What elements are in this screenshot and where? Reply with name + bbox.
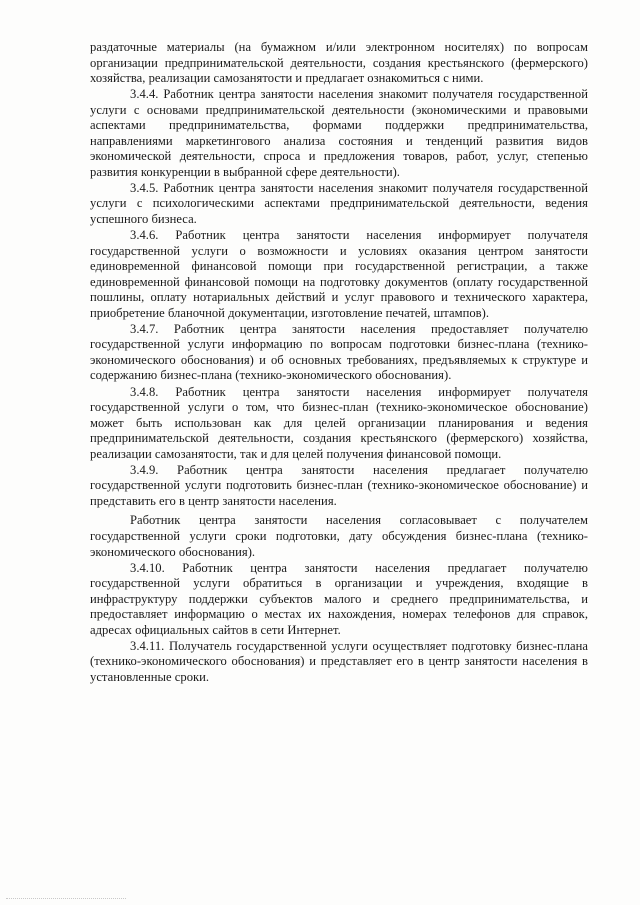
paragraph-3-4-7: 3.4.7. Работник центра занятости населения предоставляет получателю государственной услуги информацию по вопросам подготовки бизнес-плана (технико-экономического обоснования) и об основных требованиях, предъявляемых к структуре и содержанию бизнес-плана (технико-экономического обоснования).	[90, 321, 588, 383]
paragraph-3-4-6: 3.4.6. Работник центра занятости населения информирует получателя государственной услуги о возможности и условиях оказания центром занятости единовременной финансовой помощи при государственной регистрации, а также единовременной финансовой помощи на подготовку документов (оплату государственной пошлины, оплату нотариальных действий и услуг правового и технического характера, приобретение бланочной документации, изготовление печатей, штампов).	[90, 228, 588, 320]
paragraph-3-4-8: 3.4.8. Работник центра занятости населения информирует получателя государственной услуги о том, что бизнес-план (технико-экономическое обоснование) может быть использован как для целей организации планирования и ведения предпринимательской деятельности, создания крестьянского (фермерского) хозяйства, реализации самозанятости, так и для целей получения финансовой помощи.	[90, 384, 588, 461]
paragraph-3-4-9: 3.4.9. Работник центра занятости населения предлагает получателю государственной услуги подготовить бизнес-план (технико-экономическое обоснование) и представить его в центр занятости населения.	[90, 462, 588, 508]
document-body	[90, 40, 588, 686]
paragraph-3-4-10: 3.4.10. Работник центра занятости населения предлагает получателю государственной услуги обратиться в организации и учреждения, входящие в инфраструктуру поддержки субъектов малого и среднего предпринимательства, и предоставляет информацию о местах их нахождения, номерах телефонов для справок, адресах официальных сайтов в сети Интернет.	[90, 560, 588, 637]
paragraph-3-4-9-agreement: Работник центра занятости населения согласовывает с получателем государственной услуги сроки подготовки, дату обсуждения бизнес-плана (технико-экономического обоснования).	[90, 513, 588, 559]
paragraph-3-4-5: 3.4.5. Работник центра занятости населения знакомит получателя государственной услуги с психологическими аспектами предпринимательской деятельности, ведения успешного бизнеса.	[90, 180, 588, 227]
paragraph-3-4-11: 3.4.11. Получатель государственной услуги осуществляет подготовку бизнес-плана (технико-экономического обоснования) и представляет его в центр занятости населения в установленные сроки.	[90, 638, 588, 684]
paragraph-3-4-4: 3.4.4. Работник центра занятости населения знакомит получателя государственной услуги с основами предпринимательской деятельности (экономическими и правовыми аспектами предпринимательства, формами поддержки предпринимательства, направлениями маркетингового анализа состояния и тенденций развития видов экономической деятельности, спроса и предложения товаров, работ, услуг, степенью развития конкуренции в выбранной сфере деятельности).	[90, 87, 588, 179]
paragraph-continuation: раздаточные материалы (на бумажном и/или электронном носителях) по вопросам организации предпринимательской деятельности, создания крестьянского (фермерского) хозяйства, реализации самозанятости и предлагает ознакомиться с ними.	[90, 40, 588, 86]
scan-edge-mark	[6, 898, 126, 901]
